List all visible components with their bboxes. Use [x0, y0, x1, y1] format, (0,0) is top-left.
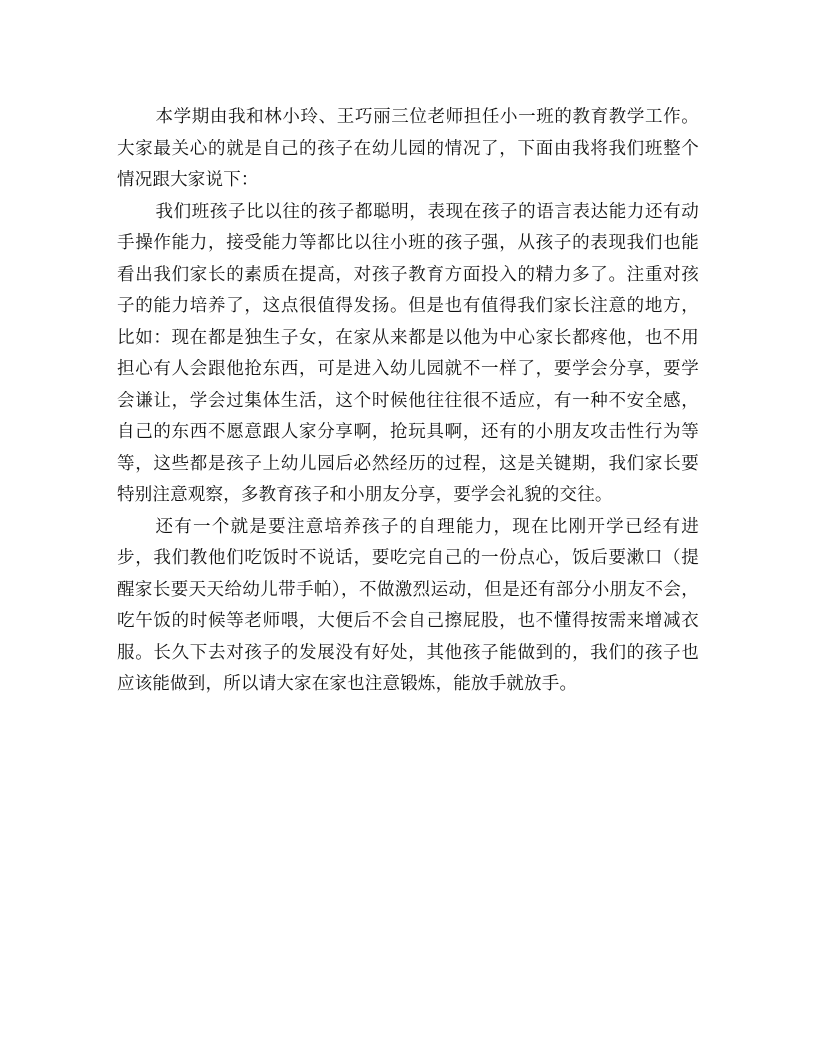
paragraph-self-care: 还有一个就是要注意培养孩子的自理能力，现在比刚开学已经有进步，我们教他们吃饭时不说话，要吃完自己的一份点心，饭后要漱口（提醒家长要天天给幼儿带手帕），不做激烈运动，但是还有部分小朋友不会，吃午饭的时候等老师喂，大便后不会自己擦屁股，也不懂得按需来增减衣服。长久下去对孩子的发展没有好处，其他孩子能做到的，我们的孩子也应该能做到，所以请大家在家也注意锻炼，能放手就放手。: [117, 516, 699, 694]
paragraph-intro: 本学期由我和林小玲、王巧丽三位老师担任小一班的教育教学工作。大家最关心的就是自己的孩子在幼儿园的情况了，下面由我将我们班整个情况跟大家说下：: [117, 107, 699, 190]
document-body: [117, 102, 699, 701]
paragraph-class-situation: 我们班孩子比以往的孩子都聪明，表现在孩子的语言表达能力还有动手操作能力，接受能力等都比以往小班的孩子强，从孩子的表现我们也能看出我们家长的素质在提高，对孩子教育方面投入的精力多了。注重对孩子的能力培养了，这点很值得发扬。但是也有值得我们家长注意的地方，比如：现在都是独生子女，在家从来都是以他为中心家长都疼他，也不用担心有人会跟他抢东西，可是进入幼儿园就不一样了，要学会分享，要学会谦让，学会过集体生活，这个时候他往往很不适应，有一种不安全感，自己的东西不愿意跟人家分享啊，抢玩具啊，还有的小朋友攻击性行为等等，这些都是孩子上幼儿园后必然经历的过程，这是关键期，我们家长要特别注意观察，多教育孩子和小朋友分享，要学会礼貌的交往。: [117, 201, 699, 505]
